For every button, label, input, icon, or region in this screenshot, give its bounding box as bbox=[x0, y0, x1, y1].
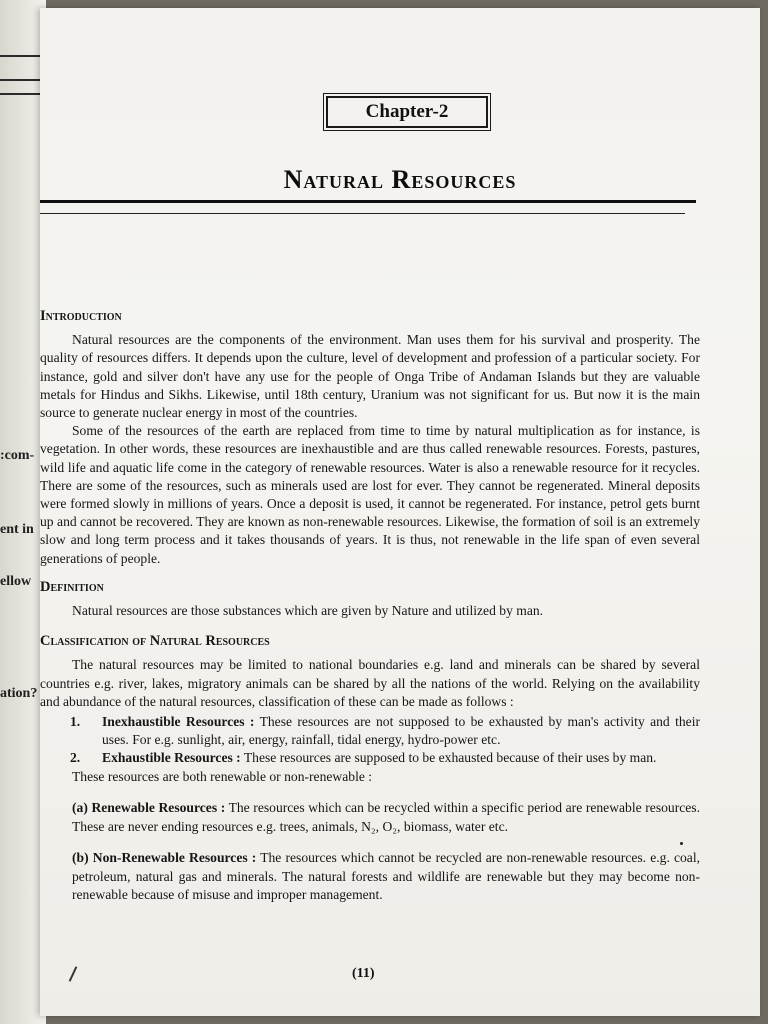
book-page bbox=[40, 8, 760, 1016]
list-item-text: These resources are supposed to be exhausted because of their uses by man. bbox=[240, 750, 657, 766]
renewable-paragraph bbox=[72, 799, 700, 835]
page-content bbox=[40, 303, 700, 918]
list-item-term: Inexhaustible Resources : bbox=[102, 714, 255, 730]
chapter-label: Chapter-2 bbox=[326, 96, 488, 128]
sub-text: The resources which can be recycled within a specific period are renewable resources. These are never ending resources e.g. trees, animals, N₂, O₂, biomass, water etc. bbox=[72, 800, 700, 834]
list-item-number: 1. bbox=[70, 714, 81, 730]
list-item-term: Exhaustible Resources : bbox=[102, 750, 241, 766]
title-rule bbox=[40, 200, 696, 203]
classification-intro: The natural resources may be limited to national boundaries e.g. land and minerals can be shared by several countries e.g. river, lakes, migratory animals can be shared by all the nations of the world. Relying on the availability and abundance of the natural resources, classification of these can be made as follows : bbox=[40, 657, 700, 709]
section-heading-introduction: Introduction bbox=[40, 308, 122, 324]
introduction-paragraph-2: Some of the resources of the earth are replaced from time to time by natural multiplication as for instance, is vegetation. In other words, these resources are inexhaustible and are thus called renewable resources. Forests, pastures, wild life and aquatic life come in the category of renewable resources. Water is also a renewable resource for it recycles. There are some of the resources, such as minerals used are lost for ever. They cannot be regenerated. Mineral deposits were formed slowly in millions of years. Once a deposit is used, it cannot be regenerated. For instance, petrol gets burnt up and cannot be recovered. They are known as non-renewable resources. Likewise, the formation of soil is an extremely slow and long term process and it takes thousands of years. It is thus, not renewable in the life span of even several generations of people. bbox=[40, 423, 700, 566]
page-number: (11) bbox=[352, 966, 375, 981]
sub-term: Renewable Resources : bbox=[91, 800, 226, 816]
classification-list bbox=[40, 713, 700, 768]
definition-text: Natural resources are those substances which are given by Nature and utilized by man. bbox=[72, 603, 544, 619]
list-item-text: These resources are not supposed to be exhausted by man's activity and their uses. For e.g. sunlight, air, energy, rainfall, tidal energy, hydro-power etc. bbox=[102, 714, 700, 748]
page-title: Natural Resources bbox=[283, 165, 517, 194]
margin-fragment: ent in bbox=[0, 522, 34, 537]
introduction-paragraph-1: Natural resources are the components of the environment. Man uses them for his survival and prosperity. The quality of resources differs. It depends upon the culture, level of development and profession of a particular society. For instance, gold and silver don't have any use for the people of Onga Tribe of Andaman Islands but they are valuable metals for Hindus and Sikhs. Likewise, until 18th century, Uranium was not significant for us. But now it is the main source to generate nuclear energy in most of the countries. bbox=[40, 332, 700, 421]
ink-dot bbox=[680, 842, 683, 845]
types-intro: These resources are both renewable or non-renewable : bbox=[72, 768, 373, 784]
sub-text: The resources which cannot be recycled are non-renewable resources. e.g. coal, petroleum, natural gas and minerals. The natural forests and wildlife are renewable but they may become non-renewable because of misuse and improper management. bbox=[72, 850, 701, 902]
list-item bbox=[40, 749, 700, 767]
binding-lines bbox=[0, 55, 44, 117]
margin-fragment: :com- bbox=[0, 448, 35, 463]
title-rule-thin bbox=[40, 213, 685, 214]
margin-fragment: ellow bbox=[0, 574, 32, 589]
list-item-number: 2. bbox=[70, 750, 81, 766]
section-heading-classification: Classification of Natural Resources bbox=[40, 633, 270, 650]
margin-fragment: ation? bbox=[0, 686, 38, 701]
pen-mark bbox=[69, 966, 78, 981]
non-renewable-paragraph bbox=[72, 849, 700, 904]
sub-label: (b) bbox=[72, 850, 89, 866]
list-item bbox=[40, 713, 700, 749]
section-heading-definition: Definition bbox=[40, 578, 104, 595]
sub-label: (a) bbox=[72, 800, 88, 816]
sub-term: Non-Renewable Resources : bbox=[92, 850, 257, 866]
